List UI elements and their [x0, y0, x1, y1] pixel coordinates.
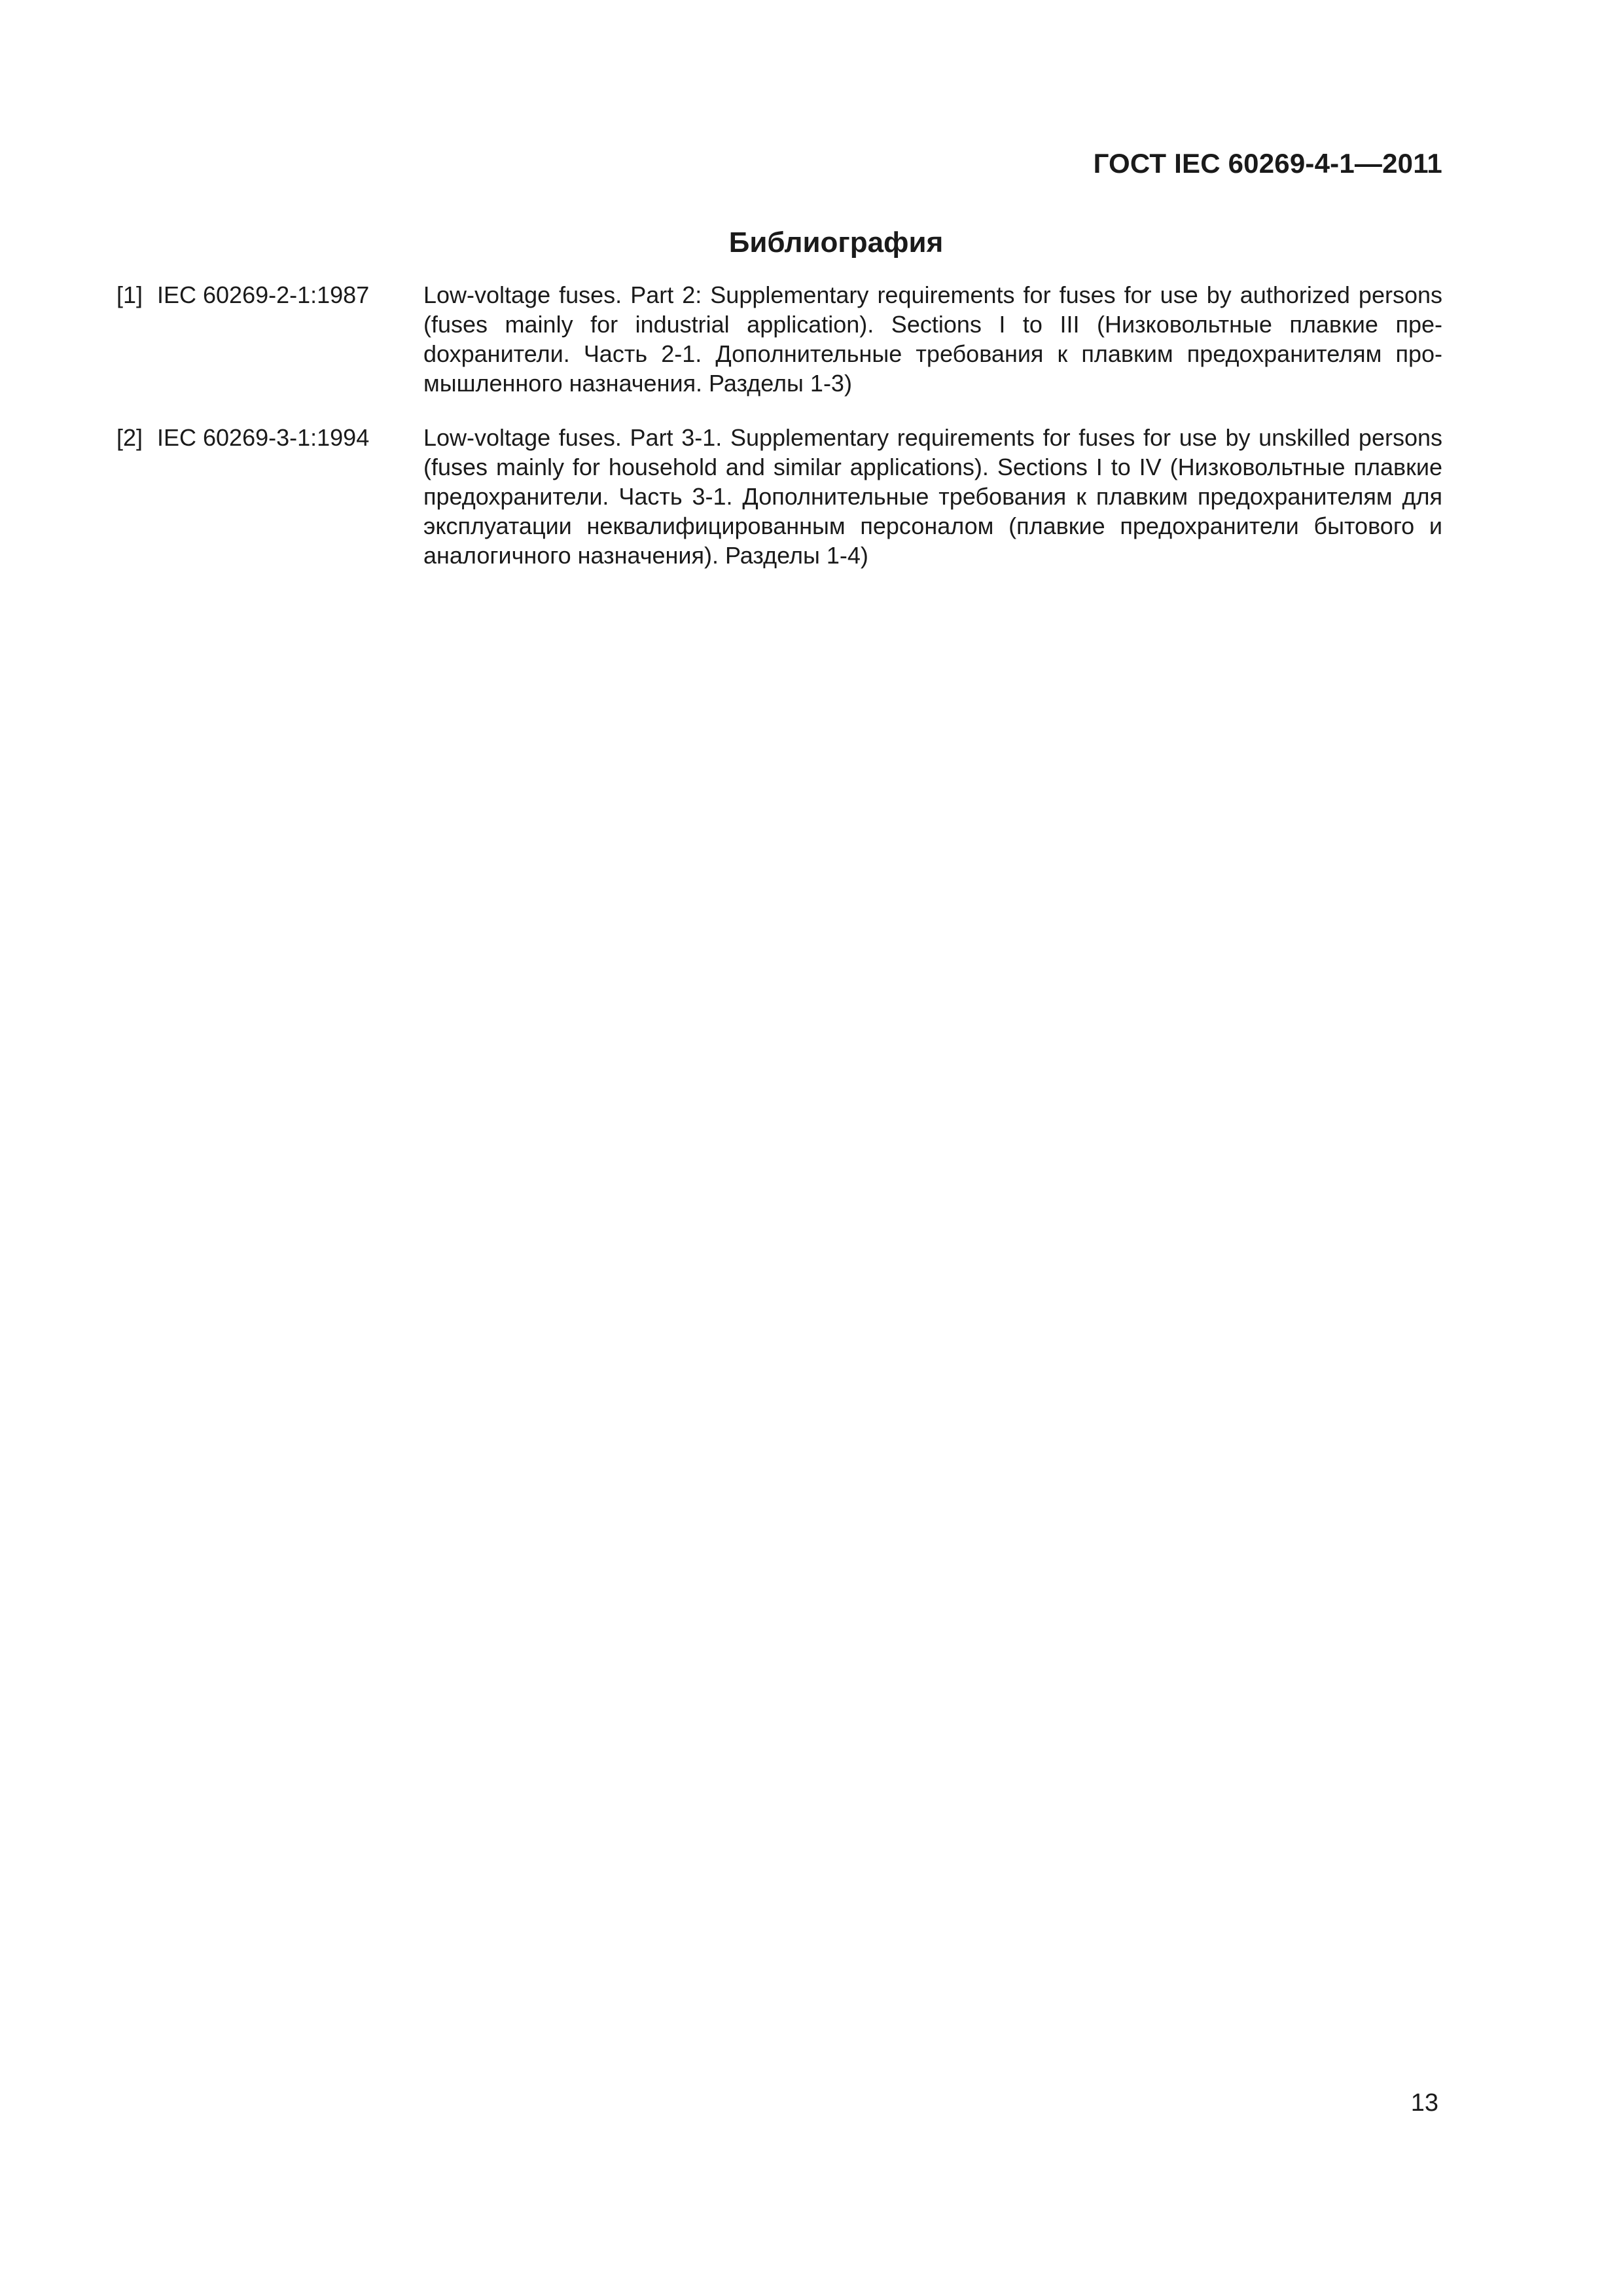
document-standard-code: ГОСТ IEC 60269-4-1—2011	[1093, 148, 1442, 179]
bibliography-entry-code: IEC 60269-3-1:1994	[157, 424, 370, 451]
bibliography-list	[116, 280, 1442, 595]
bibliography-entry-number: [2]	[116, 424, 143, 451]
section-title: Библиография	[728, 226, 944, 259]
bibliography-entry-code: IEC 60269-2-1:1987	[157, 281, 370, 308]
bibliography-entry	[116, 280, 1442, 398]
page-number: 13	[1410, 2089, 1438, 2117]
bibliography-entry-text: Low-voltage fuses. Part 3-1. Supplementary requirements for fuses for use by unskilled persons (fuses mainly for household and similar applications). Sections I to IV (Низковольтные плавкие предохранители. Часть 3-1. Дополнительные требования к плавким предохранителям для эксплуатации неквалифицированным персоналом (плавкие предохранители бытового и аналогичного назначения). Разделы 1-4)	[423, 424, 1442, 569]
bibliography-entry	[116, 423, 1442, 570]
bibliography-entry-number: [1]	[116, 281, 143, 308]
bibliography-entry-text: Low-voltage fuses. Part 2: Supplementary requirements for fuses for use by authorized persons (fuses mainly for industrial application). Sections I to III (Низковольтные плавкие преdохранители. Часть 2-1. Дополнительные требования к плавким предохранителям промышленного назначения. Разделы 1-3)	[423, 281, 1442, 397]
